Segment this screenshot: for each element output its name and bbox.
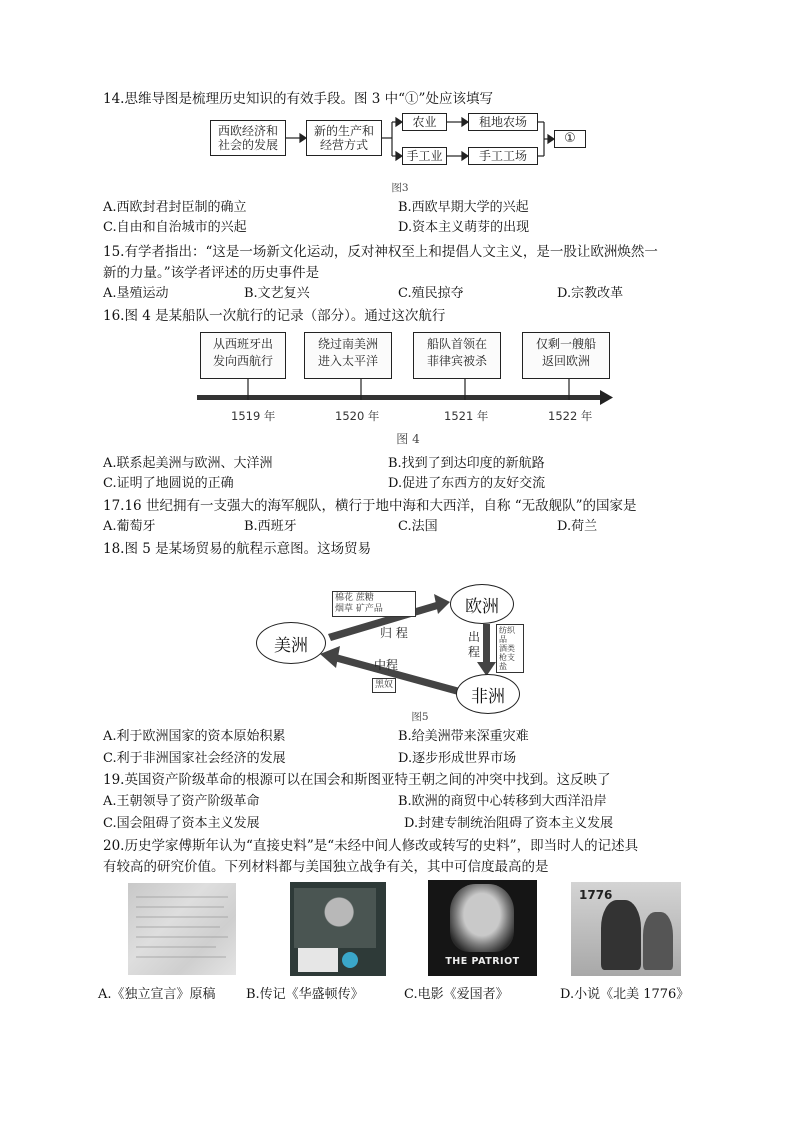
declaration-manuscript-image xyxy=(128,883,236,975)
goods-middle-box: 黑奴 xyxy=(372,678,396,693)
q18-option-b[interactable]: B.给美洲带来深重灾难 xyxy=(398,729,529,744)
mindmap-box-workshop: 手工工场 xyxy=(468,147,538,165)
mindmap-box-handicraft: 手工业 xyxy=(402,147,447,165)
novel-cover-title: 1776 xyxy=(579,888,613,902)
timeline-event-1520: 绕过南美洲 进入太平洋 xyxy=(304,332,392,379)
q15-option-b[interactable]: B.文艺复兴 xyxy=(244,286,310,301)
timeline-year-1522: 1522 年 xyxy=(548,409,593,423)
mindmap-box-tenant-farm: 租地农场 xyxy=(468,113,538,131)
q18-option-c[interactable]: C.利于非洲国家社会经济的发展 xyxy=(103,751,286,766)
mindmap-box-western-development: 西欧经济和 社会的发展 xyxy=(210,120,286,156)
q19-option-d[interactable]: D.封建专制统治阻碍了资本主义发展 xyxy=(404,816,614,831)
north-america-1776-novel-image xyxy=(571,882,681,976)
q16-stem: 16.图 4 是某船队一次航行的记录（部分）。通过这次航行 xyxy=(103,308,446,324)
q20-option-a[interactable]: A.《独立宣言》原稿 xyxy=(98,987,216,1002)
q17-stem: 17.16 世纪拥有一支强大的海军舰队，横行于地中海和大西洋，自称 “无敌舰队”的国家是 xyxy=(103,498,637,514)
q18-stem: 18.图 5 是某场贸易的航程示意图。这场贸易 xyxy=(103,541,372,557)
q19-option-c[interactable]: C.国会阻碍了资本主义发展 xyxy=(103,816,260,831)
q14-mindmap xyxy=(210,110,590,172)
q14-option-a[interactable]: A.西欧封君封臣制的确立 xyxy=(103,200,247,215)
route-label-outbound: 出 程 xyxy=(468,630,481,659)
book-cover-badge xyxy=(342,952,358,968)
trade-node-america: 美洲 xyxy=(256,622,326,664)
q16-timeline xyxy=(195,326,620,424)
q18-trade-diagram xyxy=(250,580,530,716)
q16-option-a[interactable]: A.联系起美洲与欧洲、大洋洲 xyxy=(103,456,273,471)
q17-option-d[interactable]: D.荷兰 xyxy=(557,519,598,534)
q20-option-d[interactable]: D.小说《北美 1776》 xyxy=(560,987,690,1002)
q14-option-d[interactable]: D.资本主义萌芽的出现 xyxy=(398,220,530,235)
q20-option-c[interactable]: C.电影《爱国者》 xyxy=(404,987,509,1002)
route-label-middle: 中程 xyxy=(374,658,399,672)
q15-option-a[interactable]: A.垦殖运动 xyxy=(103,286,169,301)
timeline-event-1522: 仅剩一艘船 返回欧洲 xyxy=(522,332,610,379)
q18-option-a[interactable]: A.利于欧洲国家的资本原始积累 xyxy=(103,729,286,744)
q15-option-c[interactable]: C.殖民掠夺 xyxy=(398,286,464,301)
q16-option-d[interactable]: D.促进了东西方的友好交流 xyxy=(388,476,546,491)
q20-stem-line2: 有较高的研究价值。下列材料都与美国独立战争有关，其中可信度最高的是 xyxy=(103,859,549,875)
novel-cover-figure-2 xyxy=(643,912,673,970)
figure3-caption: 图3 xyxy=(391,182,409,194)
mindmap-box-blank: ① xyxy=(554,130,586,148)
poster-title-text: THE PATRIOT xyxy=(445,956,520,967)
timeline-event-1519: 从西班牙出 发向西航行 xyxy=(200,332,286,379)
q19-option-a[interactable]: A.王朝领导了资产阶级革命 xyxy=(103,794,260,809)
q20-stem-line1: 20.历史学家傅斯年认为“直接史料”是“未经中间人修改或转写的史料”，即当时人的记述具 xyxy=(103,838,639,854)
route-label-return: 归 程 xyxy=(380,626,408,640)
q15-stem-line1: 15.有学者指出：“这是一场新文化运动，反对神权至上和提倡人文主义，是一股让欧洲焕然一 xyxy=(103,244,658,260)
book-cover-label xyxy=(298,948,338,972)
figure4-caption: 图 4 xyxy=(396,432,420,446)
washington-biography-book-image xyxy=(290,882,386,976)
timeline-year-1520: 1520 年 xyxy=(335,409,380,423)
q16-option-c[interactable]: C.证明了地圆说的正确 xyxy=(103,476,234,491)
manuscript-texture xyxy=(128,883,236,975)
timeline-event-1521: 船队首领在 菲律宾被杀 xyxy=(413,332,501,379)
poster-face xyxy=(450,884,514,952)
goods-outbound-box: 纺织品 酒类 枪支 盐 xyxy=(496,624,524,673)
q14-option-c[interactable]: C.自由和自治城市的兴起 xyxy=(103,220,247,235)
q17-option-b[interactable]: B.西班牙 xyxy=(244,519,297,534)
q19-stem: 19.英国资产阶级革命的根源可以在国会和斯图亚特王朝之间的冲突中找到。这反映了 xyxy=(103,772,611,788)
q19-option-b[interactable]: B.欧洲的商贸中心转移到大西洋沿岸 xyxy=(398,794,607,809)
goods-return-box: 棉花 蔗糖 烟草 矿产品 xyxy=(332,591,416,617)
trade-node-africa: 非洲 xyxy=(456,674,520,714)
trade-node-europe: 欧洲 xyxy=(450,584,514,624)
figure5-caption: 图5 xyxy=(411,711,429,723)
q15-option-d[interactable]: D.宗教改革 xyxy=(557,286,624,301)
q14-option-b[interactable]: B.西欧早期大学的兴起 xyxy=(398,200,529,215)
novel-cover-figure xyxy=(601,900,641,970)
q14-stem: 14.思维导图是梳理历史知识的有效手段。图 3 中“①”处应该填写 xyxy=(103,91,493,107)
timeline-year-1521: 1521 年 xyxy=(444,409,489,423)
mindmap-box-new-production: 新的生产和 经营方式 xyxy=(306,120,382,156)
q16-option-b[interactable]: B.找到了到达印度的新航路 xyxy=(388,456,545,471)
the-patriot-poster-image xyxy=(428,880,537,976)
q20-option-b[interactable]: B.传记《华盛顿传》 xyxy=(246,987,364,1002)
timeline-year-1519: 1519 年 xyxy=(231,409,276,423)
q18-option-d[interactable]: D.逐步形成世界市场 xyxy=(398,751,517,766)
q15-stem-line2: 新的力量。”该学者评述的历史事件是 xyxy=(103,265,320,281)
book-cover-portrait xyxy=(294,888,376,948)
q17-option-a[interactable]: A.葡萄牙 xyxy=(103,519,156,534)
mindmap-box-agriculture: 农业 xyxy=(402,113,447,131)
q17-option-c[interactable]: C.法国 xyxy=(398,519,438,534)
